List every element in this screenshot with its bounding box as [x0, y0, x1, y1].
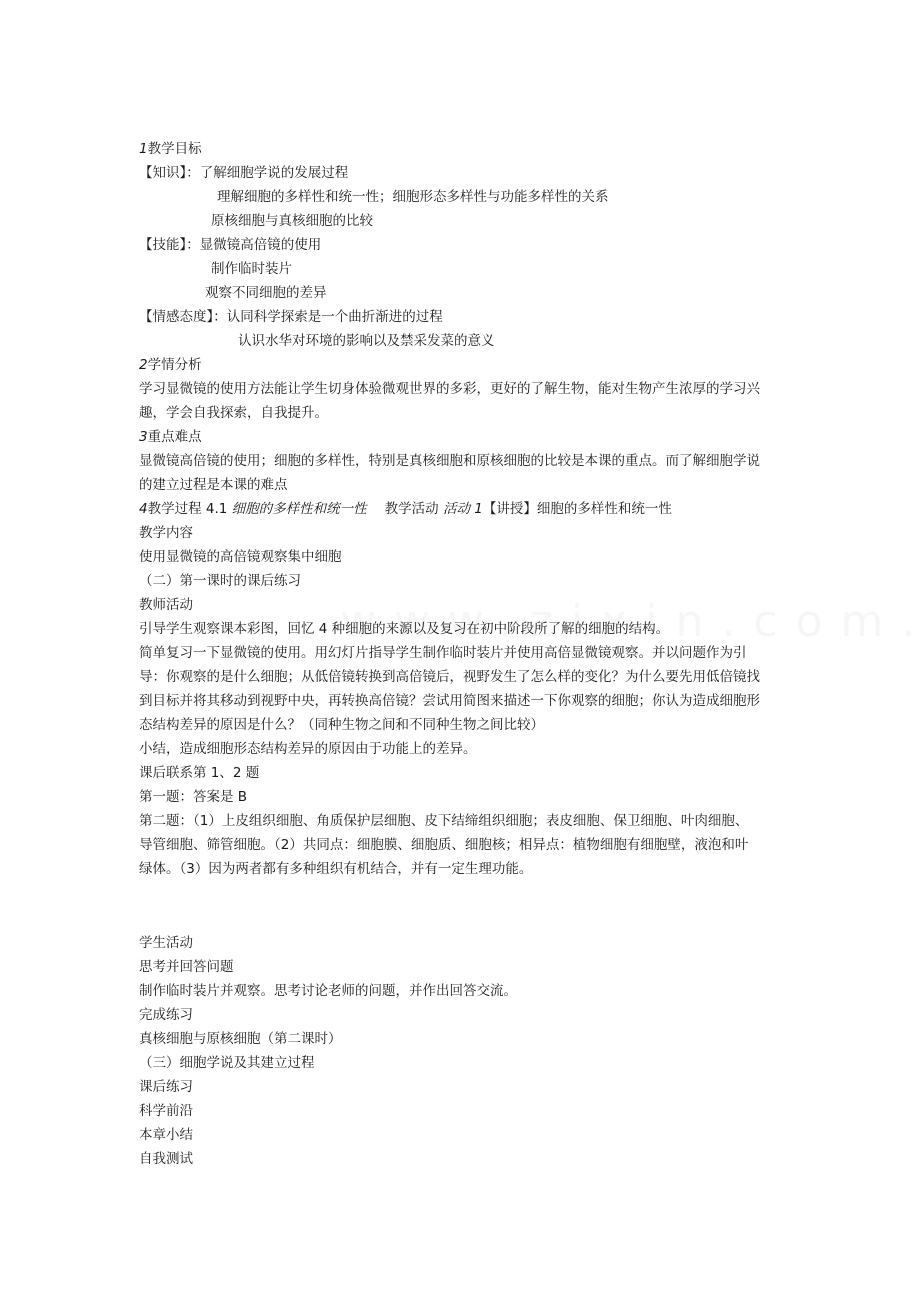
- knowledge-line-2: 理解细胞的多样性和统一性；细胞形态多样性与功能多样性的关系: [217, 189, 609, 205]
- section-3-para-2: 的建立过程是本课的难点: [139, 477, 288, 493]
- student-line-9: 本章小结: [139, 1127, 193, 1143]
- student-line-10: 自我测试: [139, 1151, 193, 1167]
- section-2-heading: 2学情分析: [139, 357, 202, 373]
- student-line-4: 完成练习: [139, 1007, 193, 1023]
- student-line-5: 真核细胞与原核细胞（第二课时）: [139, 1031, 342, 1047]
- student-line-7: 课后练习: [139, 1079, 193, 1095]
- attitude-line-1: 【情感态度】：认同科学探索是一个曲折渐进的过程: [139, 309, 443, 325]
- body-line-1: 教学内容: [139, 525, 193, 541]
- body-line-11: 课后联系第 1、2 题: [139, 765, 260, 781]
- body-line-12: 第一题：答案是 B: [139, 789, 248, 805]
- body-line-7: 导：你观察的是什么细胞；从低倍镜转换到高倍镜后，视野发生了怎么样的变化？为什么要先用低倍镜找: [139, 669, 760, 685]
- section-4-heading: 4教学过程 4.1 细胞的多样性和统一性 教学活动 活动 1【讲授】细胞的多样性和统一性: [139, 501, 672, 517]
- body-line-6: 简单复习一下显微镜的使用。用幻灯片指导学生制作临时装片并使用高倍显微镜观察。并以问题作为引: [139, 645, 747, 661]
- student-line-3: 制作临时装片并观察。思考讨论老师的问题，并作出回答交流。: [139, 983, 517, 999]
- section-1-heading: 1教学目标: [139, 141, 202, 157]
- student-line-1: 学生活动: [139, 935, 193, 951]
- student-line-2: 思考并回答问题: [139, 959, 234, 975]
- skill-line-1: 【技能】：显微镜高倍镜的使用: [139, 237, 322, 253]
- attitude-line-2: 认识水华对环境的影响以及禁采发菜的意义: [238, 333, 495, 349]
- student-line-6: （三）细胞学说及其建立过程: [139, 1055, 315, 1071]
- skill-line-3: 观察不同细胞的差异: [205, 285, 327, 301]
- knowledge-line-1: 【知识】：了解细胞学说的发展过程: [139, 165, 349, 181]
- skill-line-2: 制作临时装片: [211, 261, 292, 277]
- section-3-heading: 3重点难点: [139, 429, 202, 445]
- body-line-15: 绿体。（3）因为两者都有多种组织有机结合，并有一定生理功能。: [139, 861, 533, 877]
- knowledge-line-3: 原核细胞与真核细胞的比较: [211, 213, 373, 229]
- section-2-para-1: 学习显微镜的使用方法能让学生切身体验微观世界的多彩，更好的了解生物，能对生物产生浓厚的学习兴: [139, 381, 760, 397]
- section-3-para-1: 显微镜高倍镜的使用；细胞的多样性，特别是真核细胞和原核细胞的比较是本课的重点。而了解细胞学说: [139, 453, 760, 469]
- student-line-8: 科学前沿: [139, 1103, 193, 1119]
- section-2-para-2: 趣，学会自我探索，自我提升。: [139, 405, 328, 421]
- body-line-4: 教师活动: [139, 597, 193, 613]
- body-line-8: 到目标并将其移动到视野中央，再转换高倍镜？尝试用简图来描述一下你观察的细胞；你认为造成细胞形: [139, 693, 760, 709]
- body-line-5: 引导学生观察课本彩图，回忆 4 种细胞的来源以及复习在初中阶段所了解的细胞的结构。: [139, 621, 670, 637]
- body-line-3: （二）第一课时的课后练习: [139, 573, 301, 589]
- body-line-10: 小结，造成细胞形态结构差异的原因由于功能上的差异。: [139, 741, 477, 757]
- body-line-13: 第二题：（1）上皮组织细胞、角质保护层细胞、皮下结缔组织细胞；表皮细胞、保卫细胞、叶肉细胞、: [139, 813, 749, 829]
- section-4-topic: 细胞的多样性和统一性: [231, 501, 367, 517]
- body-line-2: 使用显微镜的高倍镜观察集中细胞: [139, 549, 342, 565]
- body-line-9: 态结构差异的原因是什么？（同种生物之间和不同种生物之间比较）: [139, 717, 544, 733]
- body-line-14: 导管细胞、筛管细胞。（2）共同点：细胞膜、细胞质、细胞核；相异点：植物细胞有细胞壁，液泡和叶: [139, 837, 749, 853]
